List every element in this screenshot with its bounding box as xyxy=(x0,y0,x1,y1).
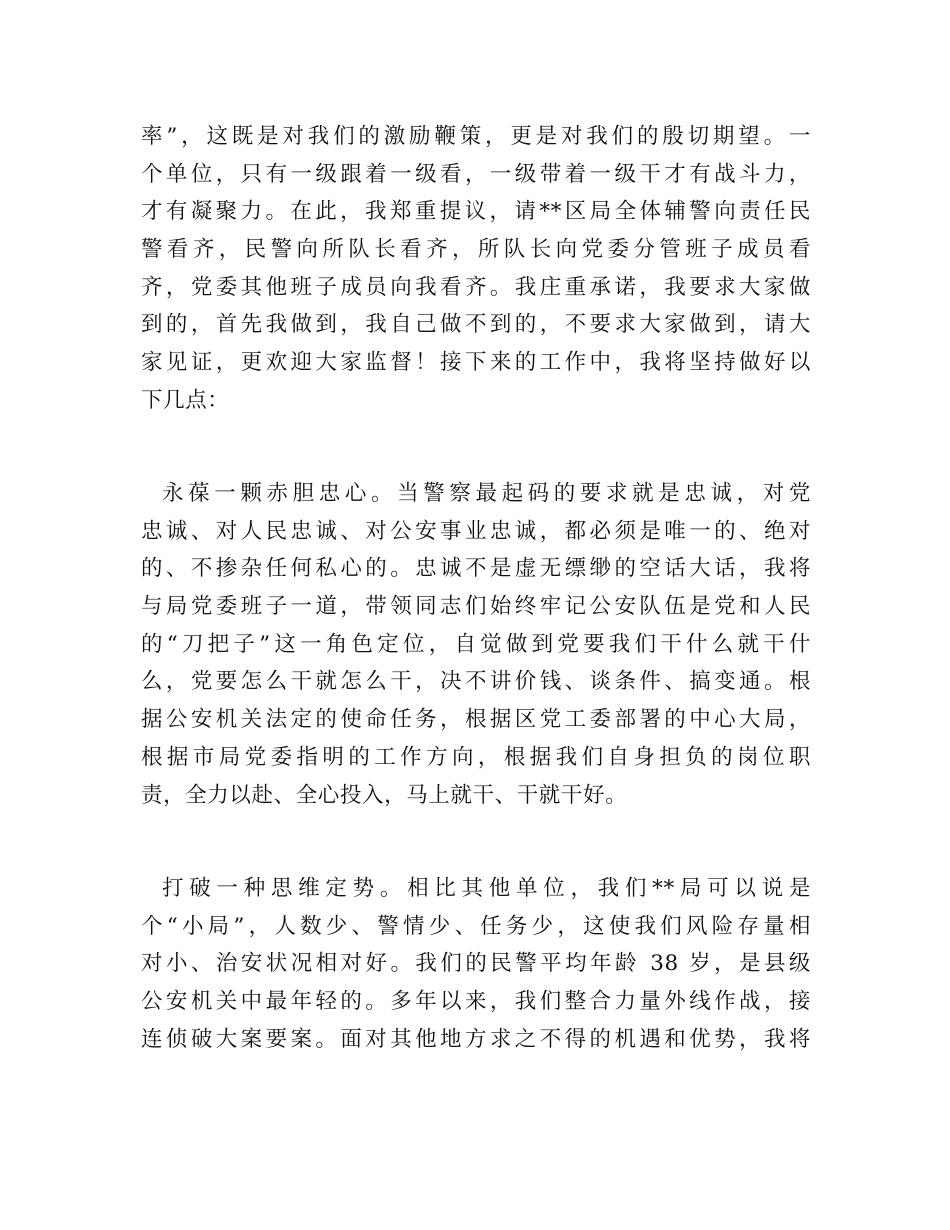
paragraph-line: 率”，这既是对我们的激励鞭策，更是对我们的殷切期望。一 xyxy=(141,124,811,149)
paragraph-line: 的“刀把子”这一角色定位，自觉做到党要我们干什么就干什 xyxy=(141,631,811,657)
paragraph-line: 据公安机关法定的使命任务，根据区党工委部署的中心大局， xyxy=(141,707,811,733)
paragraph-line: 打破一种思维定势。相比其他单位，我们**局可以说是 xyxy=(162,876,811,901)
paragraph-line: 齐，党委其他班子成员向我看齐。我庄重承诺，我要求大家做 xyxy=(141,274,811,300)
paragraph-line: 么，党要怎么干就怎么干，决不讲价钱、谈条件、搞变通。根 xyxy=(141,669,811,695)
paragraph-line: 根据市局党委指明的工作方向，根据我们自身担负的岗位职 xyxy=(141,744,811,770)
paragraph-1 xyxy=(141,118,811,420)
paragraph-line: 责，全力以赴、全心投入，马上就干、干就干好。 xyxy=(141,782,628,808)
paragraph-line: 公安机关中最年轻的。多年以来，我们整合力量外线作战，接 xyxy=(141,989,811,1015)
paragraph-line: 忠诚、对人民忠诚、对公安事业忠诚，都必须是唯一的、绝对 xyxy=(141,518,811,544)
paragraph-line: 个单位，只有一级跟着一级看，一级带着一级干才有战斗力， xyxy=(141,161,811,187)
paragraph-2 xyxy=(141,475,811,814)
paragraph-line: 个“小局”，人数少、警情少、任务少，这使我们风险存量相 xyxy=(141,913,811,939)
paragraph-line: 才有凝聚力。在此，我郑重提议，请**区局全体辅警向责任民 xyxy=(141,199,811,225)
paragraph-3 xyxy=(141,870,811,1058)
paragraph-line: 到的，首先我做到，我自己做不到的，不要求大家做到，请大 xyxy=(141,312,811,338)
paragraph-line: 与局党委班子一道，带领同志们始终牢记公安队伍是党和人民 xyxy=(141,594,811,620)
paragraph-line: 下几点： xyxy=(141,387,230,413)
paragraph-line: 警看齐，民警向所队长看齐，所队长向党委分管班子成员看 xyxy=(141,237,811,263)
paragraph-line: 连侦破大案要案。面对其他地方求之不得的机遇和优势，我将 xyxy=(141,1026,811,1052)
paragraph-line: 永葆一颗赤胆忠心。当警察最起码的要求就是忠诚，对党 xyxy=(162,481,811,506)
paragraph-line: 对小、治安状况相对好。我们的民警平均年龄 38 岁，是县级 xyxy=(141,951,811,977)
paragraph-line: 的、不掺杂任何私心的。忠诚不是虚无缥缈的空话大话，我将 xyxy=(141,556,811,582)
paragraph-line: 家见证，更欢迎大家监督！接下来的工作中，我将坚持做好以 xyxy=(141,350,811,376)
